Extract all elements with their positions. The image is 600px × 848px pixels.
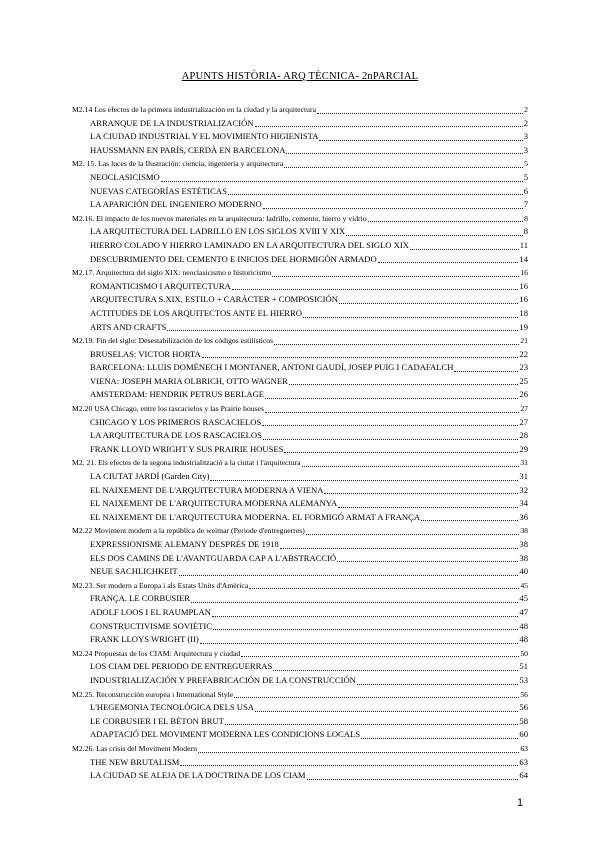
toc-entry-page: 32 xyxy=(519,484,528,495)
toc-subsection-entry[interactable] xyxy=(72,633,528,647)
toc-subsection-entry[interactable] xyxy=(72,701,528,715)
dot-leader xyxy=(161,181,523,182)
toc-entry-title: M2.20 USA Chicago, entre los rascacielos y las Prairie houses xyxy=(72,404,264,414)
toc-entry-title: ARTS AND CRAFTS xyxy=(90,321,167,332)
toc-entry-title: M2.25. Reconstrucción europea i International Style xyxy=(72,689,234,699)
toc-entry-page: 38 xyxy=(519,539,528,549)
toc-subsection-entry[interactable] xyxy=(72,171,528,185)
dot-leader xyxy=(357,684,519,685)
toc-entry-page: 38 xyxy=(520,526,528,536)
dot-leader xyxy=(284,452,518,453)
toc-subsection-entry[interactable] xyxy=(72,144,528,158)
toc-entry-title: HAUSSMANN EN PARÍS, CERDÀ EN BARCELONA xyxy=(90,144,286,155)
dot-leader xyxy=(263,439,519,440)
dot-leader xyxy=(303,317,518,318)
toc-entry-title: EXPRESSIONISME ALEMANY DESPRÉS DE 1918 xyxy=(90,539,279,549)
toc-entry-title: ADAPTACIÓ DEL MOVIMENT MODERNA LES CONDICIONS LOCALS xyxy=(90,729,361,740)
toc-entry-title: LA APARICIÓN DEL INGENIERO MODERNO xyxy=(90,199,262,210)
dot-leader xyxy=(337,561,518,562)
toc-entry-page: 63 xyxy=(519,756,528,767)
toc-entry-title: LOS CIAM DEL PERIODO DE ENTREGUERRAS xyxy=(90,661,273,672)
dot-leader xyxy=(307,779,519,780)
toc-section-entry[interactable] xyxy=(72,157,528,171)
toc-entry-page: 45 xyxy=(520,580,528,590)
toc-entry-title: M2.26. Las crisis del Moviment Modern xyxy=(72,743,197,753)
dot-leader xyxy=(410,249,519,250)
dot-leader xyxy=(213,629,518,630)
toc-entry-title: LA ARQUITECTURA DEL LADRILLO EN LOS SIGLOS XVIII Y XIX xyxy=(90,226,346,237)
toc-entry-title: LA CIUDAD INDUSTRIAL Y EL MOVIMIENTO HIGIENISTA xyxy=(90,131,319,142)
toc-subsection-entry[interactable] xyxy=(72,117,528,131)
toc-entry-title: ADOLF LOOS I EL RAUMPLAN xyxy=(90,606,211,617)
dot-leader xyxy=(200,643,519,644)
toc-entry-title: EL NAIXEMENT DE L'ARQUITECTURA MODERNA A VIENA xyxy=(90,484,324,495)
toc-subsection-entry[interactable] xyxy=(72,225,528,239)
dot-leader xyxy=(265,412,519,413)
toc-subsection-entry[interactable] xyxy=(72,307,528,321)
dot-leader xyxy=(339,303,518,304)
toc-entry-page: 56 xyxy=(519,702,528,713)
toc-entry-page: 16 xyxy=(520,268,528,278)
toc-subsection-entry[interactable] xyxy=(72,552,528,566)
toc-entry-page: 47 xyxy=(519,606,528,617)
toc-entry-page: 34 xyxy=(519,498,528,509)
toc-subsection-entry[interactable] xyxy=(72,239,528,253)
toc-section-entry[interactable] xyxy=(72,456,528,470)
toc-section-entry[interactable] xyxy=(72,334,528,348)
dot-leader xyxy=(319,140,522,141)
toc-entry-page: 21 xyxy=(520,336,528,346)
toc-entry-title: BARCELONA: LLUIS DOMÈNECH I MONTANER, ANTONI GAUDÍ, JOSEP PUIG I CADAFALCH xyxy=(90,362,454,373)
toc-entry-page: 3 xyxy=(523,144,528,155)
toc-entry-page: 36 xyxy=(519,511,528,522)
toc-subsection-entry[interactable] xyxy=(72,511,528,525)
toc-entry-title: HIERRO COLADO Y HIERRO LAMINADO EN LA ARQUITECTURA DEL SIGLO XIX xyxy=(90,239,409,250)
dot-leader xyxy=(191,602,518,603)
toc-entry-page: 2 xyxy=(523,117,528,128)
toc-entry-page: 48 xyxy=(519,634,528,645)
document-title: APUNTS HISTÒRIA- ARQ TÈCNICA- 2nPARCIAL xyxy=(181,71,419,82)
toc-section-entry[interactable] xyxy=(72,579,528,593)
toc-entry-title: NUEVAS CATEGORÍAS ESTÉTICAS xyxy=(90,185,227,196)
dot-leader xyxy=(378,262,519,263)
toc-subsection-entry[interactable] xyxy=(72,592,528,606)
toc-entry-page: 14 xyxy=(519,253,528,264)
toc-entry-title: L'HEGEMONIA TECNOLÒGICA DELS USA xyxy=(90,702,254,713)
dot-leader xyxy=(289,384,519,385)
toc-entry-title: CHICAGO Y LOS PRIMEROS RASCACIELOS xyxy=(90,416,262,427)
toc-entry-page: 38 xyxy=(519,552,528,563)
dot-leader xyxy=(249,588,519,589)
toc-entry-title: M2.16. El impacto de los nuevos materiales en la arquitectura: ladrillo, cemento, hierro y vidrio xyxy=(72,213,367,223)
dot-leader xyxy=(179,575,519,576)
toc-entry-title: M2.19. Fin del siglo: Desestabilización de los códigos estilísticos xyxy=(72,336,274,346)
toc-subsection-entry[interactable] xyxy=(72,606,528,620)
toc-subsection-entry[interactable] xyxy=(72,416,528,430)
dot-leader xyxy=(167,330,518,331)
dot-leader xyxy=(302,466,520,467)
toc-entry-title: INDUSTRIALIZACIÓN Y PREFABRICACIÓN DE LA CONSTRUCCIÓN xyxy=(90,674,356,685)
toc-entry-page: 5 xyxy=(523,171,528,182)
dot-leader xyxy=(274,344,519,345)
toc-subsection-entry[interactable] xyxy=(72,198,528,212)
toc-entry-title: M2. 15. Las luces de la Ilustración: ciencia, ingeniería y arquitectura xyxy=(72,159,284,169)
toc-entry-page: 19 xyxy=(519,321,528,332)
dot-leader xyxy=(317,113,523,114)
dot-leader xyxy=(180,765,518,766)
toc-entry-page: 28 xyxy=(519,430,528,441)
toc-entry-title: LE CORBUSIER I EL BÉTON BRUT xyxy=(90,715,224,726)
dot-leader xyxy=(210,480,518,481)
dot-leader xyxy=(280,548,519,549)
toc-entry-page: 16 xyxy=(519,280,528,291)
toc-entry-title: ARQUITECTURA S.XIX, ESTILO + CARÁCTER + COMPOSICIÓN xyxy=(90,294,338,305)
toc-entry-page: 8 xyxy=(524,213,528,223)
toc-subsection-entry[interactable] xyxy=(72,538,528,552)
dot-leader xyxy=(263,208,523,209)
toc-entry-page: 40 xyxy=(519,566,528,577)
toc-entry-page: 64 xyxy=(519,770,528,781)
toc-entry-page: 63 xyxy=(520,743,528,753)
toc-subsection-entry[interactable] xyxy=(72,660,528,674)
toc-subsection-entry[interactable] xyxy=(72,620,528,634)
dot-leader xyxy=(306,534,520,535)
dot-leader xyxy=(324,493,518,494)
toc-entry-title: EL NAIXEMENT DE L'ARQUITECTURA MODERNA. EL FORMIGÓ ARMAT A FRANÇA xyxy=(90,511,421,522)
dot-leader xyxy=(346,235,523,236)
toc-entry-page: 56 xyxy=(520,689,528,699)
toc-entry-title: LA ARQUITECTURA DE LOS RASCACIELOS xyxy=(90,430,262,441)
toc-entry-title: M2.14 Los efectos de la primera industrialización en la ciudad y la arquitectura xyxy=(72,105,316,114)
toc-entry-title: ARRANQUE DE LA INDUSTRIALIZACIÓN xyxy=(90,117,254,128)
toc-subsection-entry[interactable] xyxy=(72,388,528,402)
toc-subsection-entry[interactable] xyxy=(72,443,528,457)
dot-leader xyxy=(255,126,523,127)
toc-entry-page: 45 xyxy=(519,593,528,604)
toc-subsection-entry[interactable] xyxy=(72,769,528,783)
toc-entry-page: 11 xyxy=(519,239,528,250)
toc-subsection-entry[interactable] xyxy=(72,565,528,579)
toc-entry-page: 31 xyxy=(519,471,528,482)
dot-leader xyxy=(265,398,518,399)
toc-entry-page: 27 xyxy=(519,416,528,427)
toc-entry-title: FRANK LLOYS WRIGHT (II) xyxy=(90,634,199,645)
toc-entry-title: BRUSELAS: VICTOR HORTA xyxy=(90,348,201,359)
table-of-contents xyxy=(72,103,528,783)
toc-entry-page: 51 xyxy=(519,661,528,672)
toc-entry-title: FRANK LLOYD WRIGHT Y SUS PRAIRIE HOUSES xyxy=(90,443,284,454)
toc-section-entry[interactable] xyxy=(72,402,528,416)
toc-subsection-entry[interactable] xyxy=(72,130,528,144)
toc-subsection-entry[interactable] xyxy=(72,361,528,375)
toc-entry-page: 22 xyxy=(519,348,528,359)
toc-entry-title: NEUE SACHLICHKEIT xyxy=(90,566,178,577)
dot-leader xyxy=(241,656,519,657)
toc-subsection-entry[interactable] xyxy=(72,497,528,511)
toc-subsection-entry[interactable] xyxy=(72,185,528,199)
dot-leader xyxy=(234,697,519,698)
toc-entry-page: 27 xyxy=(520,404,528,414)
toc-subsection-entry[interactable] xyxy=(72,674,528,688)
toc-section-entry[interactable] xyxy=(72,688,528,702)
toc-entry-page: 25 xyxy=(519,375,528,386)
toc-entry-page: 48 xyxy=(519,620,528,631)
toc-entry-title: ACTITUDES DE LOS ARQUITECTOS ANTE EL HIERRO xyxy=(90,307,302,318)
dot-leader xyxy=(228,194,523,195)
toc-subsection-entry[interactable] xyxy=(72,756,528,770)
toc-entry-page: 2 xyxy=(524,105,528,114)
toc-entry-page: 50 xyxy=(520,648,528,658)
toc-entry-page: 23 xyxy=(519,362,528,373)
toc-entry-page: 18 xyxy=(519,307,528,318)
toc-entry-title: AMSTERDAM: HENDRIK PETRUS BERLAGE xyxy=(90,389,265,400)
dot-leader xyxy=(421,520,518,521)
dot-leader xyxy=(202,357,519,358)
dot-leader xyxy=(212,616,518,617)
toc-subsection-entry[interactable] xyxy=(72,293,528,307)
dot-leader xyxy=(225,724,518,725)
toc-entry-page: 60 xyxy=(519,729,528,740)
toc-entry-title: EL NAIXEMENT DE L'ARQUITECTURA MODERNA ALEMANYA xyxy=(90,498,338,509)
toc-entry-title: ROMANTICISMO I ARQUITECTURA xyxy=(90,280,231,291)
dot-leader xyxy=(272,276,519,277)
toc-entry-page: 8 xyxy=(523,226,528,237)
toc-subsection-entry[interactable] xyxy=(72,280,528,294)
toc-section-entry[interactable] xyxy=(72,524,528,538)
dot-leader xyxy=(255,711,518,712)
toc-entry-title: M2.23. Ser modern a Europa i als Estats Units d'Amèrica xyxy=(72,580,249,590)
toc-subsection-entry[interactable] xyxy=(72,470,528,484)
toc-entry-title: FRANÇA. LE CORBUSIER xyxy=(90,593,191,604)
toc-entry-page: 58 xyxy=(519,715,528,726)
toc-subsection-entry[interactable] xyxy=(72,484,528,498)
toc-section-entry[interactable] xyxy=(72,742,528,756)
toc-entry-title: LA CIUTAT JARDÍ (Garden City) xyxy=(90,471,210,482)
toc-entry-page: 5 xyxy=(524,159,528,169)
toc-entry-title: NEOCLASICISMO xyxy=(90,171,160,182)
dot-leader xyxy=(368,221,524,222)
toc-subsection-entry[interactable] xyxy=(72,253,528,267)
toc-subsection-entry[interactable] xyxy=(72,321,528,335)
toc-entry-page: 6 xyxy=(523,185,528,196)
dot-leader xyxy=(454,371,518,372)
dot-leader xyxy=(361,738,518,739)
toc-entry-title: DESCUBRIMIENTO DEL CEMENTO E INICIOS DEL HORMIGÓN ARMADO xyxy=(90,253,377,264)
toc-subsection-entry[interactable] xyxy=(72,715,528,729)
toc-subsection-entry[interactable] xyxy=(72,348,528,362)
dot-leader xyxy=(286,153,522,154)
toc-entry-page: 26 xyxy=(519,389,528,400)
toc-section-entry[interactable] xyxy=(72,212,528,226)
toc-subsection-entry[interactable] xyxy=(72,375,528,389)
toc-entry-page: 53 xyxy=(519,674,528,685)
toc-entry-page: 16 xyxy=(519,294,528,305)
toc-section-entry[interactable] xyxy=(72,103,528,117)
toc-entry-title: ELS DOS CAMINS DE L'AVANTGUARDA CAP A L'ABSTRACCIÓ xyxy=(90,552,337,563)
toc-entry-title: M2.22 Moviment modern a la república de weimar (Periode d'entreguerres) xyxy=(72,526,305,536)
dot-leader xyxy=(338,507,518,508)
toc-entry-title: THE NEW BRUTALISM xyxy=(90,756,180,767)
toc-entry-page: 7 xyxy=(523,199,528,210)
dot-leader xyxy=(232,289,519,290)
toc-subsection-entry[interactable] xyxy=(72,728,528,742)
page-number: 1 xyxy=(517,797,524,809)
toc-entry-page: 3 xyxy=(523,131,528,142)
dot-leader xyxy=(198,752,519,753)
toc-subsection-entry[interactable] xyxy=(72,429,528,443)
toc-section-entry[interactable] xyxy=(72,647,528,661)
toc-entry-title: M2. 21. Els efectes de la segona industrialització a la ciutat i l'arquitectura xyxy=(72,458,301,468)
dot-leader xyxy=(273,670,518,671)
toc-entry-title: M2.17. Arquitectura del siglo XIX: neoclasicismo e historicismo xyxy=(72,268,272,278)
toc-entry-title: VIENA: JOSEPH MARIA OLBRICH, OTTO WAGNER xyxy=(90,375,288,386)
toc-section-entry[interactable] xyxy=(72,266,528,280)
toc-entry-title: M2.24 Propuestas de los CIAM: Arquitectura y ciudad xyxy=(72,648,241,658)
toc-entry-title: CONSTRUCTIVISME SOVIÈTIC xyxy=(90,620,212,631)
toc-entry-title: LA CIUDAD SE ALEJA DE LA DOCTRINA DE LOS CIAM xyxy=(90,770,306,781)
dot-leader xyxy=(262,425,518,426)
dot-leader xyxy=(284,167,523,168)
toc-entry-page: 29 xyxy=(519,443,528,454)
toc-entry-page: 31 xyxy=(520,458,528,468)
